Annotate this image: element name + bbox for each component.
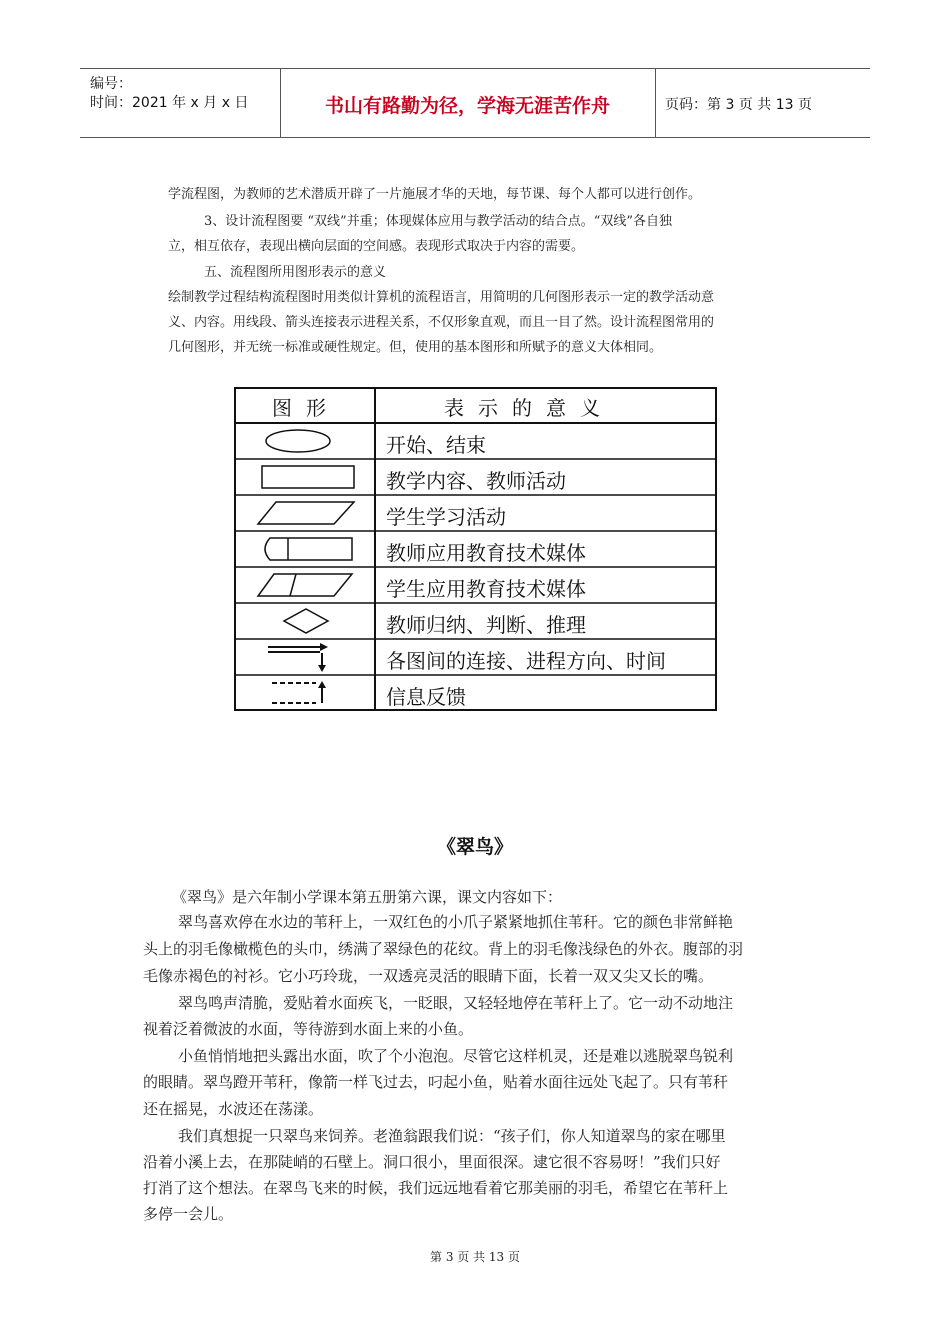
time-label: 时间：2021 年 x 月 x 日 <box>90 95 249 111</box>
intro-line-2: 3、设计流程图要 “双线”并重；体现媒体应用与教学活动的结合点。“双线”各自独 <box>204 214 672 229</box>
dashed-arrows-icon <box>234 675 375 711</box>
page-number-label: 页码：第 3 页 共 13 页 <box>665 97 812 113</box>
meaning-text: 教师应用教育技术媒体 <box>386 541 586 565</box>
intro-line-3: 立，相互依存，表现出横向层面的空间感。表现形式取决于内容的需要。 <box>168 239 585 254</box>
meaning-text: 学生应用教育技术媒体 <box>386 577 586 601</box>
table-row <box>234 639 717 675</box>
meaning-text: 信息反馈 <box>386 685 466 709</box>
ellipse-icon <box>234 423 375 459</box>
page-footer: 第 3 页 共 13 页 <box>430 1250 520 1264</box>
article-line: 小鱼悄悄地把头露出水面，吹了个小泡泡。尽管它这样机灵，还是难以逃脱翠鸟锐利 <box>178 1047 734 1065</box>
motto-text: 书山有路勤为径，学海无涯苦作舟 <box>324 95 610 117</box>
parallelogram-icon <box>234 495 375 531</box>
parallelogram-split-icon <box>234 567 375 603</box>
article-line: 多停一会儿。 <box>143 1205 234 1223</box>
number-label: 编号： <box>90 76 132 92</box>
rounded-rect-split-icon <box>234 531 375 567</box>
article-line: 沿着小溪上去，在那陡峭的石壁上。洞口很小，里面很深。逮它很不容易呀！”我们只好 <box>143 1153 721 1171</box>
table-row <box>234 459 717 495</box>
article-line: 毛像赤褐色的衬衫。它小巧玲珑，一双透亮灵活的眼睛下面，长着一双又尖又长的嘴。 <box>143 967 714 985</box>
header-divider <box>655 69 656 137</box>
meaning-text: 学生学习活动 <box>386 505 506 529</box>
article-title: 《翠鸟》 <box>436 836 513 858</box>
meaning-text: 教师归纳、判断、推理 <box>386 613 586 637</box>
page-header <box>80 68 870 138</box>
article-line: 视着泛着微波的水面，等待游到水面上来的小鱼。 <box>143 1020 474 1038</box>
article-line: 还在摇晃，水波还在荡漾。 <box>143 1100 324 1118</box>
meaning-text: 各图间的连接、进程方向、时间 <box>386 649 666 673</box>
table-row <box>234 603 717 639</box>
rectangle-icon <box>234 459 375 495</box>
meaning-text: 教学内容、教师活动 <box>386 469 566 493</box>
article-line: 《翠鸟》是六年制小学课本第五册第六课，课文内容如下： <box>172 888 563 906</box>
table-row <box>234 531 717 567</box>
diamond-icon <box>234 603 375 639</box>
intro-line-7: 几何图形，并无统一标准或硬性规定。但，使用的基本图形和所赋予的意义大体相同。 <box>168 340 663 355</box>
flowchart-symbol-table <box>234 387 717 711</box>
table-row <box>234 423 717 459</box>
article-line: 的眼睛。翠鸟蹬开苇秆，像箭一样飞过去，叼起小鱼，贴着水面往远处飞起了。只有苇秆 <box>143 1073 729 1091</box>
meaning-text: 开始、结束 <box>386 433 486 457</box>
col-header-meaning: 表示的意义 <box>444 396 614 420</box>
article-line: 头上的羽毛像橄榄色的头巾，绣满了翠绿色的花纹。背上的羽毛像浅绿色的外衣。腹部的羽 <box>143 940 744 958</box>
intro-line-1: 学流程图，为教师的艺术潜质开辟了一片施展才华的天地，每节课、每个人都可以进行创作。 <box>168 187 702 202</box>
solid-arrows-icon <box>234 639 375 675</box>
table-row <box>234 675 717 711</box>
table-row <box>234 495 717 531</box>
article-line: 翠鸟喜欢停在水边的苇秆上，一双红色的小爪子紧紧地抓住苇秆。它的颜色非常鲜艳 <box>178 913 734 931</box>
table-row <box>234 567 717 603</box>
article-line: 翠鸟鸣声清脆，爱贴着水面疾飞，一眨眼，又轻轻地停在苇秆上了。它一动不动地注 <box>178 994 734 1012</box>
col-header-shape: 图形 <box>272 396 340 420</box>
article-line: 我们真想捉一只翠鸟来饲养。老渔翁跟我们说：“孩子们，你人知道翠鸟的家在哪里 <box>178 1127 726 1145</box>
section-heading: 五、流程图所用图形表示的意义 <box>204 265 387 280</box>
article-line: 打消了这个想法。在翠鸟飞来的时候，我们远远地看着它那美丽的羽毛，希望它在苇秆上 <box>143 1179 729 1197</box>
intro-line-5: 绘制教学过程结构流程图时用类似计算机的流程语言，用简明的几何图形表示一定的教学活动意 <box>168 290 715 305</box>
intro-line-6: 义、内容。用线段、箭头连接表示进程关系，不仅形象直观，而且一目了然。设计流程图常用的 <box>168 315 715 330</box>
